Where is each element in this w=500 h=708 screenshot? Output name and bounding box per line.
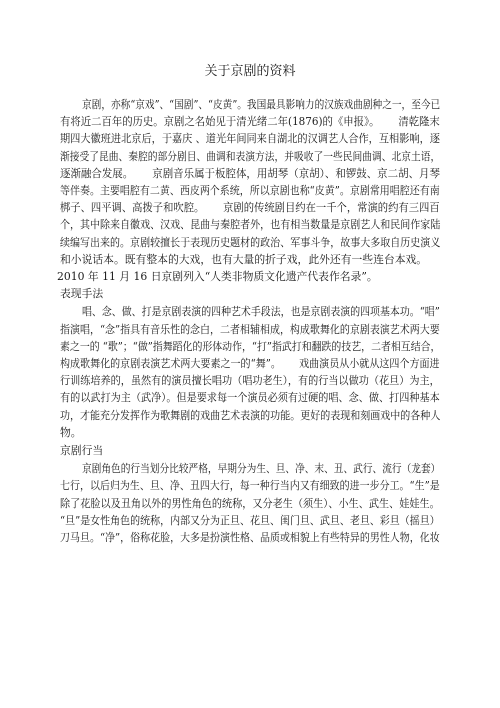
document-title: 关于京剧的资料	[204, 64, 296, 79]
body-line: 素之一的 “歌”；“做”指舞蹈化的形体动作，“打”指武打和翻跌的技艺，二者相互结合，	[60, 339, 441, 353]
body-line: 2010 年 11 月 16 日京剧列入“人类非物质文化遗产代表作名录”。	[57, 270, 378, 283]
body-line: 刀马旦。“净”，俗称花脸，大多是扮演性格、品质或相貌上有些特异的男性人物，化妆	[60, 531, 440, 544]
body-line: 七行，以后归为生、旦、净、丑四大行，每一种行当内又有细致的进一步分工。“生”是	[60, 479, 440, 493]
body-line: 期四大徽班进北京后，于嘉庆 、道光年间同来自湖北的汉调艺人合作，互相影响，逐	[60, 132, 440, 146]
body-line: 有的以武打为主（武净）。但是要求每一个演员必须有过硬的唱、念、做、打四种基本	[60, 391, 440, 405]
body-line: 行训练培养的，虽然有的演员擅长唱功（唱功老生），有的行当以做功（花旦）为主，	[60, 374, 440, 388]
body-line: 京剧，亦称“京戏”、“国剧”、“皮黄”。我国最具影响力的汉族戏曲剧种之一，至今已	[82, 98, 441, 111]
body-line: 唱、念、做、打是京剧表演的四种艺术手段法，也是京剧表演的四项基本功。“唱”	[82, 305, 440, 319]
section-heading-technique: 表现手法	[60, 287, 104, 301]
body-line: “旦”是女性角色的统称，内部又分为正旦、花旦、闺门旦、武旦、老旦、彩旦（摇旦）	[60, 513, 440, 527]
body-line: 指演唱，“念”指具有音乐性的念白，二者相辅相成，构成歌舞化的京剧表演艺术两大要	[60, 322, 440, 336]
body-line: 续编写出来的。京剧较擅长于表现历史题材的政治、军事斗争，故事大多取自历史演义	[60, 235, 441, 249]
body-line: 功，才能充分发挥作为歌舞剧的戏曲艺术表演的功能。更好的表现和刻画戏中的各种人	[60, 408, 441, 422]
body-line: 和小说话本。既有整本的大戏，也有大量的折子戏，此外还有一些连台本戏。	[60, 252, 428, 266]
section-heading-roles: 京剧行当	[60, 444, 104, 457]
body-line: 个，其中除来自徽戏、汉戏、昆曲与秦腔者外，也有相当数量是京剧艺人和民间作家陆	[60, 218, 441, 232]
body-line: 逐渐融合发展。 京剧音乐属于板腔体，用胡琴（京胡）、和锣鼓、京二胡、月琴	[60, 166, 440, 180]
body-line: 等伴奏。主要唱腔有二黄、西皮两个系统，所以京剧也称“皮黄”。京剧常用唱腔还有南	[60, 184, 440, 197]
body-line: 梆子、四平调、高拨子和吹腔。 京剧的传统剧目约在一千个，常演的约有三四百	[60, 201, 440, 215]
body-line: 京剧角色的行当划分比较严格，早期分为生、旦、净、末、丑、武行、流行（龙套）	[82, 462, 441, 476]
body-line: 物。	[60, 425, 82, 439]
body-line: 构成歌舞化的京剧表演艺术两大要素之一的“舞”。 戏曲演员从小就从这四个方面进	[60, 357, 440, 370]
body-line: 除了花脸以及丑角以外的男性角色的统称，又分老生（须生）、小生、武生、娃娃生。	[60, 496, 440, 510]
body-line: 渐接受了昆曲、秦腔的部分剧目、曲调和表演方法，并吸收了一些民间曲调、北京土语，	[60, 149, 441, 163]
body-line: 有将近二百年的历史。京剧之名始见于清光绪二年(1876)的《申报》。 清乾隆末	[60, 115, 440, 129]
